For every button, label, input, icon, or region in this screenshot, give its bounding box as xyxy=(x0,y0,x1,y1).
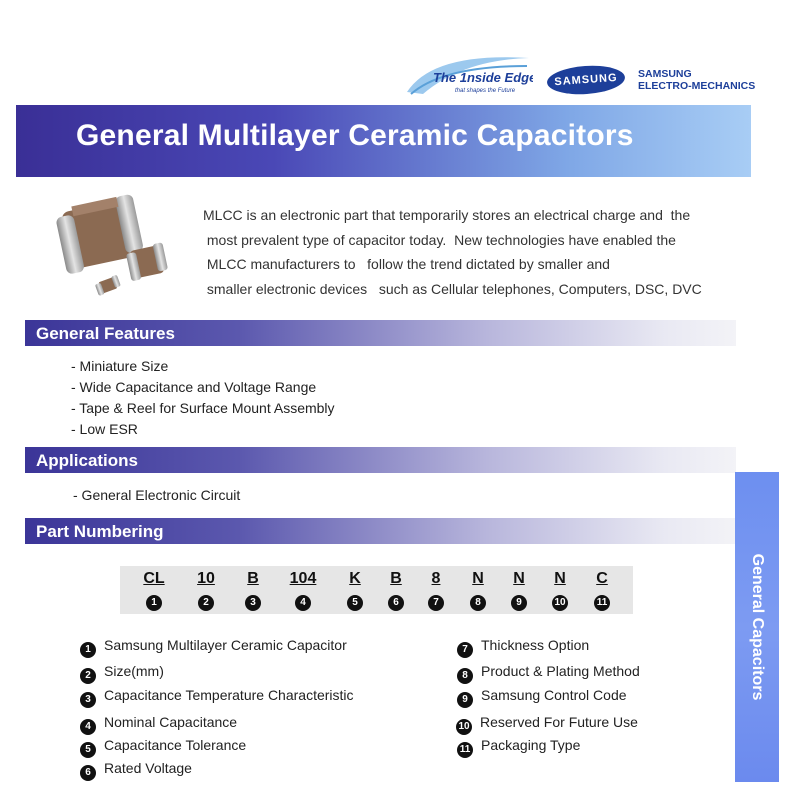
legend-item xyxy=(80,737,246,758)
legend-item xyxy=(80,687,354,708)
part-code: B xyxy=(247,570,259,587)
features-list xyxy=(71,356,335,440)
part-code: K xyxy=(349,570,361,587)
section-title: Applications xyxy=(36,451,139,470)
legend-item xyxy=(456,714,638,735)
part-code: 10 xyxy=(197,570,215,587)
section-part-numbering xyxy=(25,518,736,544)
legend-item xyxy=(80,760,192,781)
legend-text: Reserved For Future Use xyxy=(480,714,638,730)
legend-text: Size(mm) xyxy=(104,663,164,679)
section-title: Part Numbering xyxy=(36,522,164,541)
inside-edge-tagline: that shapes the Future xyxy=(455,88,516,94)
legend-text: Packaging Type xyxy=(481,737,581,753)
legend-text: Samsung Multilayer Ceramic Capacitor xyxy=(104,637,347,653)
list-item: - Low ESR xyxy=(71,421,138,437)
list-item: - Miniature Size xyxy=(71,358,169,374)
legend-number: 7 xyxy=(457,642,473,658)
legend-item xyxy=(457,663,640,684)
legend-item xyxy=(80,637,347,658)
part-number-marker: 11 xyxy=(594,595,610,611)
part-number-marker: 4 xyxy=(295,595,311,611)
legend-number: 11 xyxy=(457,742,473,758)
part-code: B xyxy=(390,570,402,587)
legend-item xyxy=(457,637,589,658)
list-item: - General Electronic Circuit xyxy=(73,487,241,503)
section-title: General Features xyxy=(36,324,175,343)
part-number-marker: 10 xyxy=(552,595,568,611)
part-code: N xyxy=(513,570,525,587)
list-item: - Tape & Reel for Surface Mount Assembly xyxy=(71,400,335,416)
legend-item xyxy=(457,737,580,758)
legend-number: 4 xyxy=(80,719,96,735)
legend-text: Samsung Control Code xyxy=(481,687,627,703)
side-tab-label: General Capacitors xyxy=(749,553,766,701)
part-number-marker: 8 xyxy=(470,595,486,611)
side-tab-general-capacitors xyxy=(735,472,779,782)
legend-number: 5 xyxy=(80,742,96,758)
part-number-marker: 1 xyxy=(146,595,162,611)
legend-text: Product & Plating Method xyxy=(481,663,640,679)
legend-text: Rated Voltage xyxy=(104,760,192,776)
page-title: General Multilayer Ceramic Capacitors xyxy=(76,119,634,152)
part-number-marker: 2 xyxy=(198,595,214,611)
legend-item xyxy=(457,687,627,708)
legend-number: 10 xyxy=(456,719,472,735)
part-number-marker: 7 xyxy=(428,595,444,611)
legend-text: Thickness Option xyxy=(481,637,590,653)
samsung-logo-text: SAMSUNG xyxy=(554,71,618,89)
part-code: 8 xyxy=(431,570,441,587)
list-item: - Wide Capacitance and Voltage Range xyxy=(71,379,317,395)
intro-line: smaller electronic devices such as Cellular telephones, Computers, DSC, DVC xyxy=(203,280,702,297)
legend-number: 1 xyxy=(80,642,96,658)
part-code: N xyxy=(472,570,484,587)
legend-item xyxy=(80,663,164,684)
intro-line: most prevalent type of capacitor today. New technologies have enabled the xyxy=(203,231,676,248)
legend-number: 3 xyxy=(80,692,96,708)
part-code: C xyxy=(596,570,608,587)
part-code: CL xyxy=(143,570,165,587)
part-number-marker: 5 xyxy=(347,595,363,611)
legend-item xyxy=(80,714,237,735)
section-general-features xyxy=(25,320,736,346)
mlcc-chips-image xyxy=(50,186,180,306)
inside-edge-logo xyxy=(403,52,533,98)
part-code: N xyxy=(554,570,566,587)
part-number-box xyxy=(120,566,633,614)
part-code: 104 xyxy=(289,570,317,587)
samsung-em-logo xyxy=(638,68,755,92)
samsung-em-line1: SAMSUNG xyxy=(638,68,692,80)
legend-text: Capacitance Temperature Characteristic xyxy=(104,687,354,703)
title-banner xyxy=(16,105,751,177)
part-number-marker: 3 xyxy=(245,595,261,611)
samsung-em-line2: ELECTRO-MECHANICS xyxy=(638,80,756,92)
legend-number: 6 xyxy=(80,765,96,781)
applications-list xyxy=(73,485,240,506)
intro-paragraph xyxy=(203,203,743,301)
part-number-marker: 9 xyxy=(511,595,527,611)
intro-line: MLCC is an electronic part that temporarily stores an electrical charge and the xyxy=(203,207,691,223)
intro-line: MLCC manufacturers to follow the trend dictated by smaller and xyxy=(203,256,610,273)
legend-number: 8 xyxy=(457,668,473,684)
inside-edge-text: The 1nside Edge xyxy=(433,70,533,85)
legend-number: 9 xyxy=(457,692,473,708)
part-number-marker: 6 xyxy=(388,595,404,611)
legend-text: Capacitance Tolerance xyxy=(104,737,247,753)
legend-number: 2 xyxy=(80,668,96,684)
section-applications xyxy=(25,447,736,473)
legend-text: Nominal Capacitance xyxy=(104,714,238,730)
samsung-logo xyxy=(546,63,626,96)
